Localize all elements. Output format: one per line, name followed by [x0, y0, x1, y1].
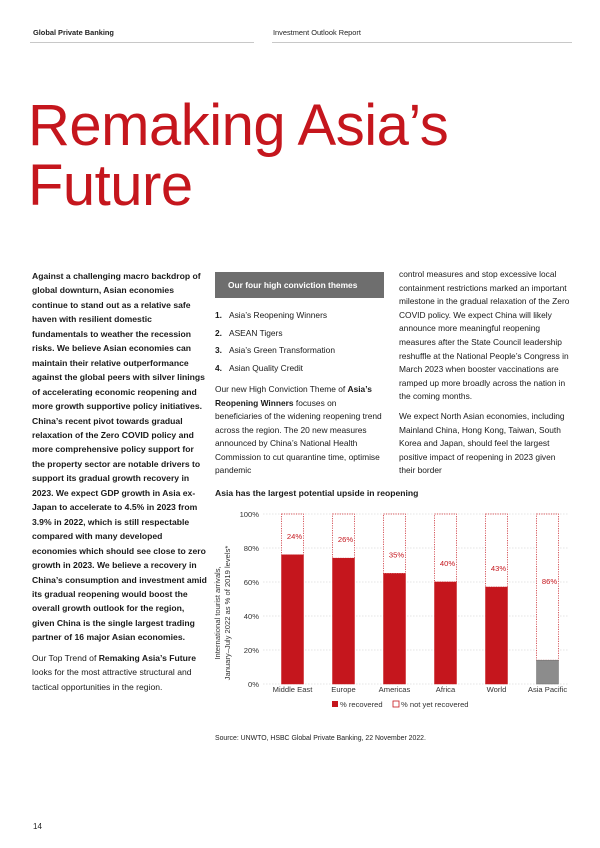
- theme-item: [215, 308, 384, 326]
- header-report-section: Global Private Banking: [33, 28, 114, 37]
- theme-number: 4.: [215, 362, 222, 373]
- x-category-label: World: [486, 685, 507, 694]
- legend-recovered-swatch: [332, 701, 338, 707]
- x-category-label: Africa: [435, 685, 456, 694]
- bar-recovered: [333, 558, 355, 684]
- theme-item: [215, 326, 384, 344]
- chart-legend: [332, 700, 469, 709]
- themes-box: [215, 272, 384, 378]
- closing-paragraph: [32, 651, 208, 694]
- left-column: [32, 269, 208, 700]
- bar-recovered: [435, 582, 457, 684]
- y-tick-label: 0%: [248, 680, 259, 689]
- bar-recovered: [537, 660, 559, 684]
- theme-item: [215, 343, 384, 361]
- bar-not-recovered: [384, 514, 406, 574]
- bar-data-label: 43%: [490, 564, 507, 574]
- bar-not-recovered: [537, 514, 559, 660]
- page-title-line-2: Future: [28, 153, 193, 218]
- x-category-label: Europe: [331, 685, 356, 694]
- right-paragraph-2: We expect North Asian economies, including Mainland China, Hong Kong, Taiwan, South Korea and Japan, should feel the largest positive impact of reopening in 2023 given their border: [399, 410, 565, 476]
- mid-text-post: focuses on beneficiaries of the widening reopening trend across the region. The 20 new measures announced by China’s National Health Commission to cut quarantine time, optimise pandemic: [215, 397, 382, 475]
- right-column: [399, 268, 571, 484]
- chart-title: Asia has the largest potential upside in reopening: [215, 488, 419, 498]
- x-category-label: Americas: [378, 685, 411, 694]
- y-axis-tick-labels: [240, 510, 260, 689]
- y-tick-label: 100%: [239, 510, 259, 519]
- y-tick-label: 60%: [243, 578, 259, 587]
- bar-recovered: [384, 574, 406, 685]
- bar-data-label: 24%: [286, 531, 303, 541]
- header-report-title: Investment Outlook Report: [273, 28, 361, 37]
- page-title: [28, 93, 449, 218]
- bar-data-label: 86%: [541, 577, 558, 586]
- x-category-label: Asia Pacific: [527, 685, 568, 694]
- chart-bars: [282, 514, 559, 684]
- bar-not-recovered: [435, 514, 457, 582]
- theme-number: 2.: [215, 327, 222, 338]
- theme-label: Asia’s Reopening Winners: [229, 310, 328, 320]
- y-axis-label-line-2: January–July 2022 as % of 2019 levels*: [223, 545, 232, 681]
- bar-recovered: [486, 587, 508, 684]
- tourist-arrivals-chart: [213, 505, 573, 727]
- bar-data-label: 26%: [337, 535, 354, 545]
- themes-list: [215, 308, 384, 378]
- mid-text-theme: Asia’s Reopening Winners: [215, 384, 372, 408]
- header-divider-right: [272, 42, 572, 43]
- right-paragraph-1: control measures and stop excessive local containment restrictions marked an important milestone in the gradual relaxation of the Zero COVID policy. We expect China will likely announce more meaningful reopening measures after the State Council leadership reshuffle at the National People’s Congress in March 2023 when booster vaccinations are ramped up more broadly across the nation in the coming months.: [399, 269, 570, 402]
- legend-not-recovered-swatch: [393, 701, 399, 707]
- legend-not-recovered-label: % not yet recovered: [401, 700, 469, 709]
- page-title-line-1: Remaking Asia’s: [28, 93, 449, 158]
- lead-paragraph: Against a challenging macro backdrop of global downturn, Asian economies continue to stand out as a relative safe haven with resilient domestic fundamentals to weather the recession risks. We believe Asian economies can maintain their relative outperformance against the global peers with silver linings of accelerating economic reopening and more growth supportive policy initiatives. China’s recent pivot towards gradual relaxation of the Zero COVID policy and more comprehensive policy support for the property sector are notable drivers to support its gradual growth recovery in 2023. We expect GDP growth in Asia ex-Japan to accelerate to 4.5% in 2023 from 3.9% in 2022, which is still respectable compared with many developed economies which should see close to zero growth in 2023. We believe a recovery in China’s consumption and investment amid its gradual reopening would boost the overall growth outlook for the region, given China is the single largest trading partner of 16 major Asian economies.: [32, 271, 207, 643]
- x-axis-category-labels: [273, 685, 568, 694]
- theme-label: ASEAN Tigers: [229, 327, 283, 338]
- header-divider-left: [30, 42, 254, 43]
- mid-text-pre: Our new High Conviction Theme of: [215, 384, 348, 394]
- bar-data-label: 40%: [439, 559, 456, 568]
- closing-text-theme: Remaking Asia’s Future: [98, 652, 196, 663]
- bar-not-recovered: [486, 514, 508, 587]
- themes-box-title: Our four high conviction themes: [215, 272, 384, 298]
- theme-label: Asian Quality Credit: [229, 362, 304, 373]
- bar-recovered: [282, 555, 304, 684]
- y-tick-label: 20%: [243, 646, 259, 655]
- closing-text-pre: Our Top Trend of: [32, 652, 99, 663]
- page-number: 14: [33, 822, 42, 831]
- theme-label: Asia’s Green Transformation: [229, 345, 335, 355]
- closing-text-post: looks for the most attractive structural and tactical opportunities in the region.: [32, 667, 192, 692]
- theme-number: 3.: [215, 345, 222, 355]
- x-category-label: Middle East: [272, 685, 313, 694]
- chart-gridlines: [263, 514, 569, 684]
- chart-source: Source: UNWTO, HSBC Global Private Banking, 22 November 2022.: [215, 735, 426, 742]
- bar-data-label: 35%: [388, 550, 405, 560]
- y-tick-label: 80%: [243, 544, 259, 553]
- theme-item: [215, 361, 384, 379]
- legend-recovered-label: % recovered: [340, 700, 383, 709]
- reopening-winners-paragraph: [215, 383, 383, 478]
- theme-number: 1.: [215, 310, 222, 320]
- y-tick-label: 40%: [243, 612, 259, 621]
- y-axis-label-line-1: International tourist arrivals,: [213, 566, 222, 660]
